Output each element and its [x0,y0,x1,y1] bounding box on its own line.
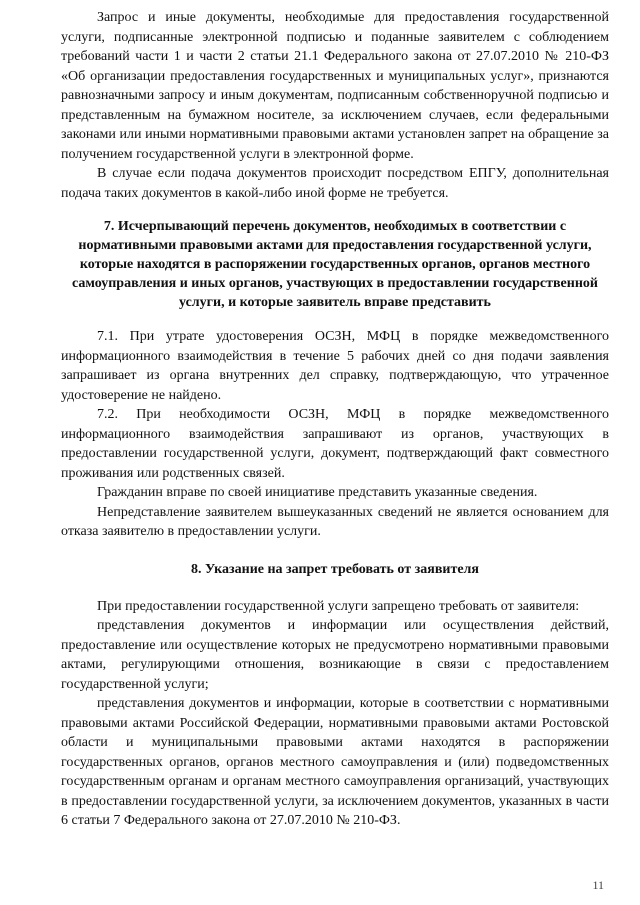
paragraph-prohibition-1: представления документов и информации или осуществления действий, предоставление или осуществление которых не предусмотрено нормативными правовыми актами, регулирующими отношения, возникающие в связи с предоставлением государственной услуги; [61,618,609,692]
paragraph-prohibition-2: представления документов и информации, которые в соответствии с нормативными правовыми актами Российской Федерации, нормативными правовыми актами Ростовской области и муниципальными правовыми актами находятся в распоряжении государственных органов, органов местного самоуправления и (или) подведомственных государственным органам и органам местного самоуправления организаций, участвующих в предоставлении государственной услуги, за исключением документов, указанных в части 6 статьи 7 Федерального закона от 27.07.2010 № 210-ФЗ. [61,696,609,828]
paragraph-7-1: 7.1. При утрате удостоверения ОСЗН, МФЦ в порядке межведомственного информационного взаимодействия в течение 5 рабочих дней со дня подачи заявления запрашивает из органа внутренних дел справку, подтверждающую, что утраченное удостоверение не найдено. [61,329,609,403]
paragraph-7-2: 7.2. При необходимости ОСЗН, МФЦ в порядке межведомственного информационного взаимодействия запрашивают из органов, участвующих в предоставлении государственной услуги, документ, подтверждающий факт совместного проживания или родственных связей. [61,407,609,481]
document-page [61,8,609,831]
page-number: 11 [592,878,604,892]
paragraph-prohibition-intro: При предоставлении государственной услуги запрещено требовать от заявителя: [97,598,580,614]
paragraph-electronic-signature: Запрос и иные документы, необходимые для предоставления государственной услуги, подписанные электронной подписью и поданные заявителем с соблюдением требований части 1 и части 2 статьи 21.1 Федерального закона от 27.07.2010 № 210-ФЗ «Об организации предоставления государственных и муниципальных услуг», признаются равнозначными запросу и иным документам, подписанным собственноручной подписью и представленным на бумажном носителе, за исключением случаев, если федеральными законами или иными нормативными правовыми актами установлен запрет на обращение за получением государственной услуги в электронной форме. [61,10,609,162]
paragraph-non-submission: Непредставление заявителем вышеуказанных сведений не является основанием для отказа заявителю в предоставлении услуги. [61,504,609,539]
paragraph-citizen-right: Гражданин вправе по своей инициативе представить указанные сведения. [97,485,538,500]
section-7-heading: 7. Исчерпывающий перечень документов, необходимых в соответствии с нормативными правовыми актами для предоставления государственной услуги, которые находятся в распоряжении государственных органов, органов местного самоуправления и иных органов, участвующих в предоставлении государственной услуги, и которые заявитель вправе представить [72,219,598,310]
paragraph-epgu-submission: В случае если подача документов происходит посредством ЕПГУ, дополнительная подача таких документов в какой-либо иной форме не требуется. [61,166,609,201]
section-8-heading: 8. Указание на запрет требовать от заявителя [191,561,479,577]
